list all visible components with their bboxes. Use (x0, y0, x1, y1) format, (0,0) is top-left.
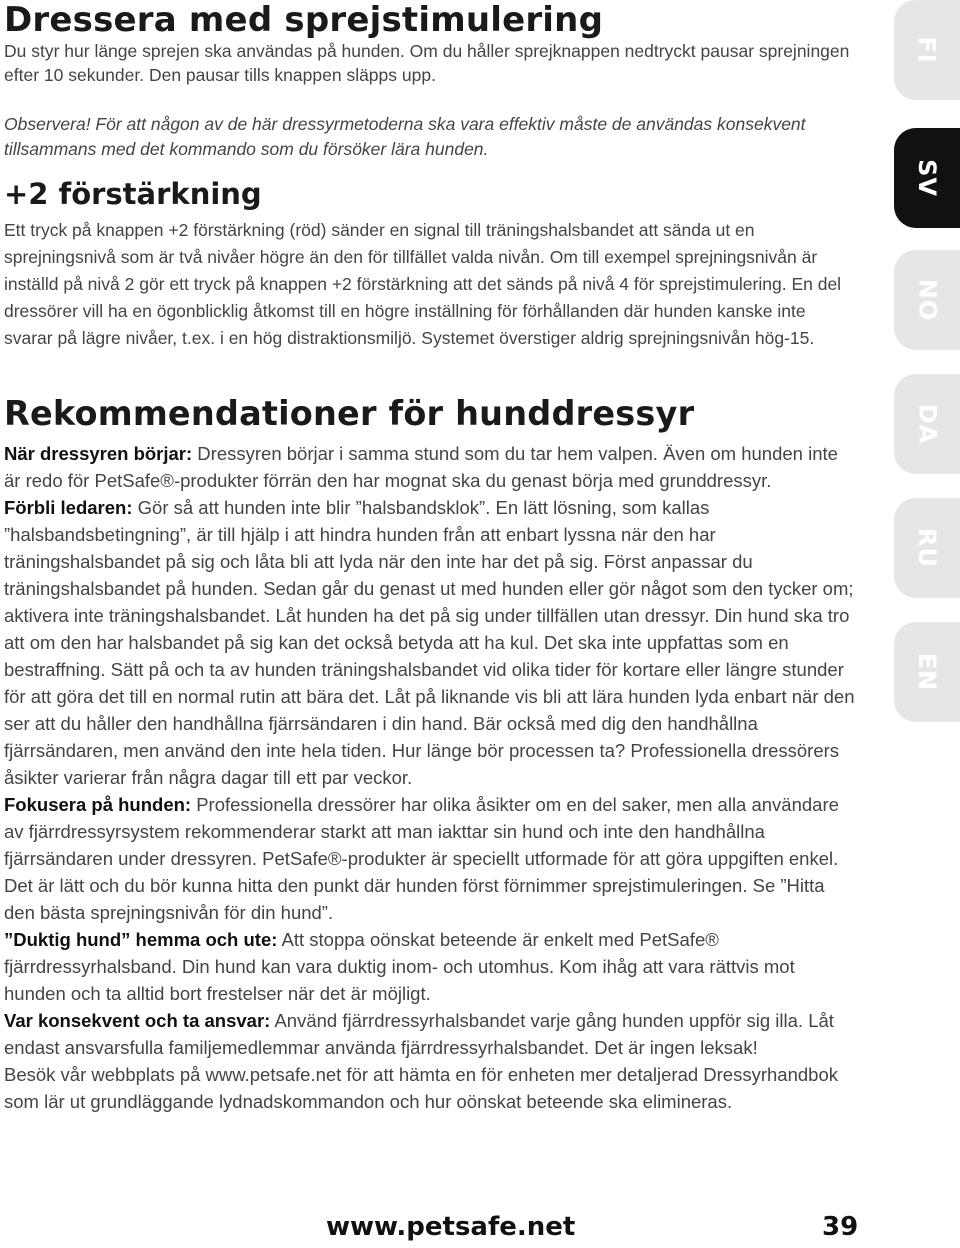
section-text: Att stoppa oönskat beteende är enkelt med PetSafe® fjärrdressyrhalsband. Din hund kan vara duktig inom- och utomhus. Kom ihåg att vara rättvis mot hunden och ta alltid bort frestelser när det är möjligt. (4, 929, 795, 1004)
observe-note: Observera! För att någon av de här dressyrmetoderna ska vara effektiv måste de användas konsekvent tillsammans med det kommando som du försöker lära hunden. (4, 114, 806, 159)
intro-paragraph: Du styr hur länge sprejen ska användas på hunden. Om du håller sprejknappen nedtryckt pausar sprejningen efter 10 sekunder. Den pausar tills knappen släpps upp. (4, 41, 850, 85)
tab-sv[interactable]: SV (894, 128, 960, 228)
heading-spray-training: Dressera med sprejstimulering (4, 0, 604, 40)
section-label: Fokusera på hunden: (4, 794, 192, 815)
section-consistent (4, 1007, 856, 1061)
section-good-dog (4, 926, 856, 1007)
footer-url[interactable]: www.petsafe.net (326, 1212, 576, 1242)
section-text: Dressyren börjar i samma stund som du tar hem valpen. Även om hunden inte är redo för PetSafe®-produkter förrän den har mognat ska du genast börja med grunddressyr. (4, 443, 838, 491)
section-label: Förbli ledaren: (4, 497, 133, 518)
recommendations-body (4, 440, 856, 1115)
tab-ru[interactable]: RU (894, 498, 960, 598)
heading-plus-boost: +2 förstärkning (4, 177, 262, 211)
section-label: Var konsekvent och ta ansvar: (4, 1010, 271, 1031)
heading-recommendations: Rekommendationer för hunddressyr (4, 394, 695, 433)
closing-paragraph: Besök vår webbplats på www.petsafe.net för att hämta en för enheten mer detaljerad Dressyrhandbok som lär ut grundläggande lydnadskommandon och hur oönskat beteende ska elimineras. (4, 1064, 838, 1112)
section-text: Gör så att hunden inte blir ”halsbandsklok”. En lätt lösning, som kallas ”halsbandsbetingning”, är till hjälp i att hindra hunden från att enbart lyssna när den har träningshalsbandet på sig och låta bli att lyda när den inte har det på sig. Först anpassar du träningshalsbandet på hunden. Sedan går du genast ut med hunden eller gör något som den tycker om; aktivera inte träningshalsbandet. Låt hunden ha det på sig under tillfällen utan dressyr. Din hund ska tro att om den har halsbandet på sig kan det också betyda att ha kul. Det ska inte uppfattas som en bestraffning. Sätt på och ta av hunden träningshalsbandet vid olika tider för kortare eller längre stunder för att göra det till en normal rutin att bära det. Låt på liknande vis bli att lära hunden lyda enbart när den ser att du håller den handhållna fjärrsändaren i din hand. Bär också med dig den handhållna fjärrsändaren, men använd den inte hela tiden. Hur länge bör processen ta? Professionella dressörers åsikter varierar från några dagar till ett par veckor. (4, 497, 855, 788)
section-text: Professionella dressörer har olika åsikter om en del saker, men alla användare av fjärrdressyrsystem rekommenderar starkt att man iakttar sin hund och inte den handhållna fjärrsändaren under dressyren. PetSafe®-produkter är speciellt utformade för att göra uppgiften enkel. Det är lätt och du bör kunna hitta den punkt där hunden först förnimmer sprejstimuleringen. Se ”Hitta den bästa sprejningsnivån för din hund”. (4, 794, 839, 923)
plus-boost-paragraph: Ett tryck på knappen +2 förstärkning (röd) sänder en signal till träningshalsbandet att sända ut en sprejningsnivå som är två nivåer högre än den för tillfället valda nivån. Om till exempel sprejningsnivån är inställd på nivå 2 gör ett tryck på knappen +2 förstärkning att det sänds på nivå 4 för sprejstimulering. En del dressörer vill ha en ögonblicklig åtkomst till en högre inställning för förhållanden där hunden kanske inte svarar på lägre nivåer, t.ex. i en hög distraktionsmiljö. Systemet överstiger aldrig sprejningsnivån hög-15. (4, 220, 842, 348)
tab-fi[interactable]: FI (894, 0, 960, 100)
section-start (4, 440, 856, 494)
tab-en[interactable]: EN (894, 622, 960, 722)
tab-da[interactable]: DA (894, 374, 960, 474)
section-label: När dressyren börjar: (4, 443, 193, 464)
tab-no[interactable]: NO (894, 250, 960, 350)
section-label: ”Duktig hund” hemma och ute: (4, 929, 278, 950)
section-text: Använd fjärrdressyrhalsbandet varje gång hunden uppför sig illa. Låt endast ansvarsfulla familjemedlemmar använda fjärrdressyrhalsbandet. Det är ingen leksak! (4, 1010, 834, 1058)
page-number: 39 (822, 1212, 859, 1242)
section-focus (4, 791, 856, 926)
section-leader (4, 494, 856, 791)
